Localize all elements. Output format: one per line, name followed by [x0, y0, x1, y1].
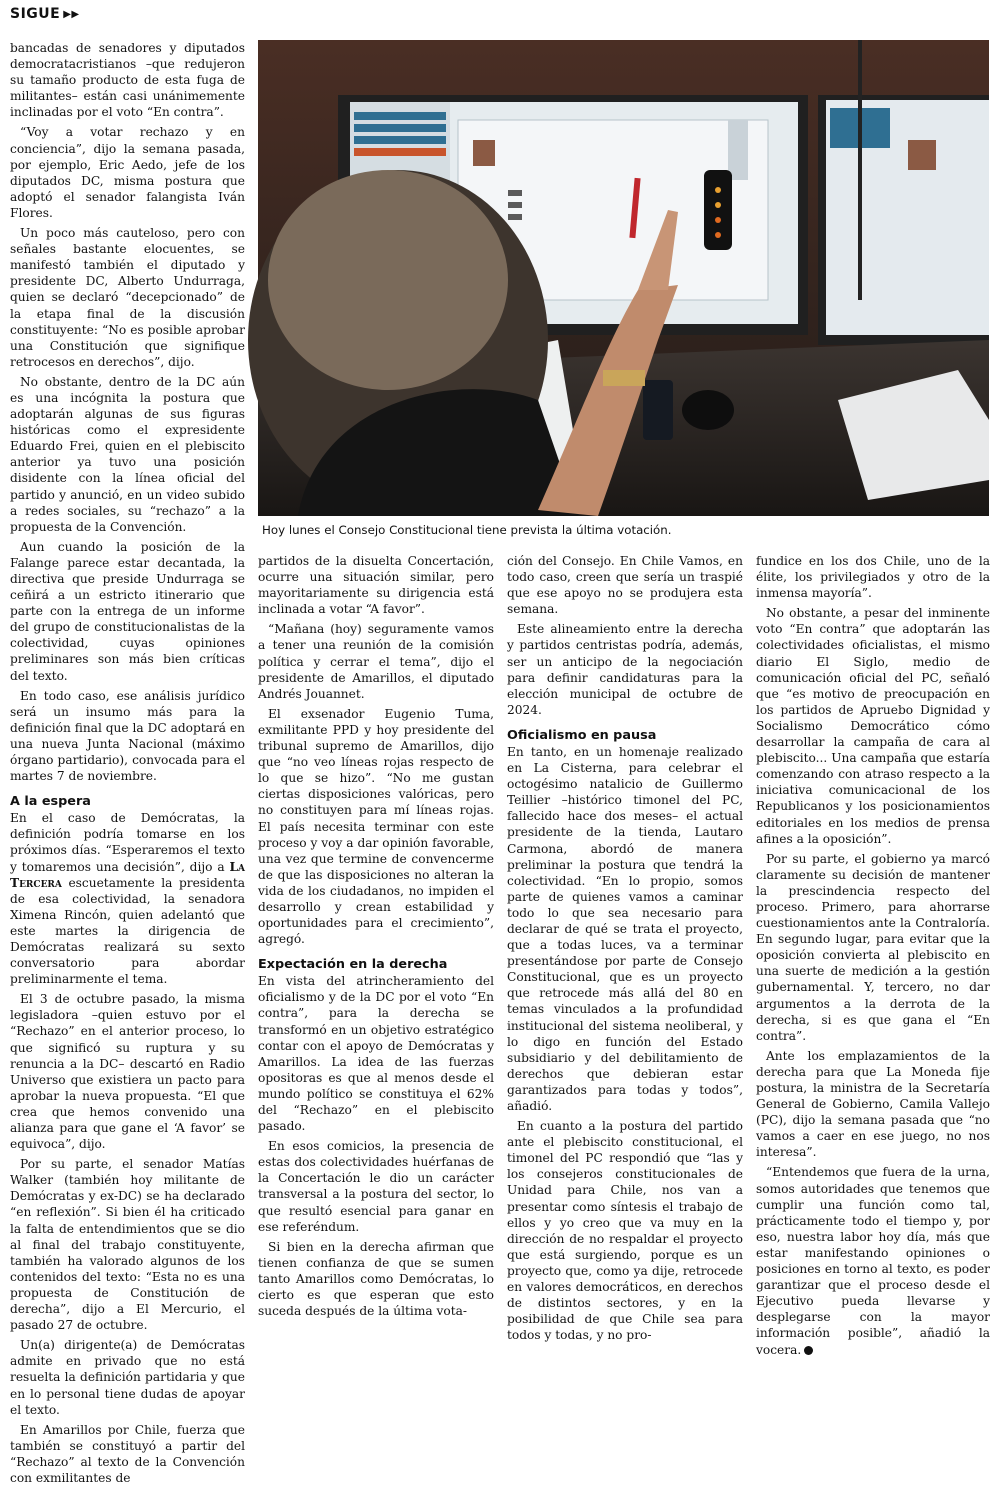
paragraph: No obstante, dentro de la DC aún es una incógnita la postura que adoptarán algunas de sus figuras históricas como el expresidente Eduardo Frei, quien en el plebiscito anterior ya tuvo una posición disidente con la línea oficial del partido y anunció, en un video subido a redes sociales, su “rechazo” a la propuesta de la Convención.: [10, 374, 245, 534]
paragraph: En todo caso, ese análisis jurídico será un insumo más para la definición final que la DC adoptará en una nueva Junta Nacional (máximo órgano partidario), convocada para el martes 7 de noviembre.: [10, 688, 245, 784]
section-heading-derecha: Expectación en la derecha: [258, 957, 448, 973]
paragraph: En esos comicios, la presencia de estas dos colectividades huérfanas de la Concertación le dio un carácter transversal a la postura del sector, lo que resultó esencial para ganar en ese referéndum.: [258, 1139, 494, 1234]
paragraph: Ante los emplazamientos de la derecha para que La Moneda fije postura, la ministra de la Secretaría General de Gobierno, Camila Vallejo (PC), dijo la semana pasada que “no vamos a caer en ese juego, no nos interesa”.: [756, 1048, 990, 1160]
article-column-1: [10, 40, 245, 1485]
paragraph: Aun cuando la posición de la Falange parece estar decantada, la directiva que preside Undurraga se ceñirá a un estricto itinerario que parte con la entrega de un informe del grupo de constitucionalistas de la colectividad, cuyas opiniones preliminares son más bien críticas del texto.: [10, 539, 245, 683]
paragraph: En vista del atrincheramiento del oficialismo y de la DC por el voto “En contra”, para la derecha se transformó en un objetivo estratégico contar con el apoyo de Demócratas y Amarillos. La idea de las fuerzas opositoras es que al menos desde el mundo político se constituya el 62% del “Rechazo” en el plebiscito pasado.: [258, 974, 494, 1134]
photo-caption: Hoy lunes el Consejo Constitucional tiene prevista la última votación.: [262, 523, 672, 537]
paragraph: El exsenador Eugenio Tuma, exmilitante PPD y hoy presidente del tribunal supremo de Amarillos, dijo que “no veo líneas rojas respecto de lo que se hizo”. “No me gustan ciertas disposiciones valóricas, pero no constituyen para mí líneas rojas. El país necesita terminar con este proceso y voy a dar opinión favorable, una vez que termine de convencerme de que las disposiciones no alteran la vida de los ciudadanos, no impiden el desarrollo y crean estabilidad y oportunidades para el crecimiento”, agregó.: [258, 706, 494, 947]
paragraph: bancadas de senadores y diputados democratacristianos –que redujeron su tamaño producto de esta fuga de militantes– están casi unánimemente inclinadas por el voto “En contra”.: [10, 41, 245, 120]
paragraph: fundice en los dos Chile, uno de la élite, los privilegiados y otro de la inmensa mayoría”.: [756, 554, 990, 601]
paragraph: [756, 1164, 990, 1357]
double-arrow-icon: ▶▶: [63, 9, 80, 20]
text-run: “Entendemos que fuera de la urna, somos autoridades que tenemos que cumplir una función como tal, prácticamente todo el tiempo y, por eso, nuestra labor hoy día, más que estar manifestando opiniones o posiciones en torno al texto, es poder garantizar que el proceso desde el Ejecutivo pueda llevarse y desplegarse con la mayor información posible”, añadió la vocera.: [756, 1165, 990, 1357]
section-heading-pausa: Oficialismo en pausa: [507, 727, 657, 743]
continues-label: SIGUE: [10, 6, 61, 22]
paragraph: ción del Consejo. En Chile Vamos, en todo caso, creen que sería un traspié que ese apoyo no se produjera esta semana.: [507, 554, 743, 617]
paragraph: Por su parte, el gobierno ya marcó claramente su decisión de mantener la prescindencia respecto del proceso. Primero, para ahorrarse cuestionamientos ante la Contraloría. En segundo lugar, para evitar que la oposición convierta al plebiscito en una suerte de medición a la gestión gubernamental. Y, tercero, no dar argumentos a la derrota de la derecha, si es que gana el “En contra”.: [756, 851, 990, 1043]
paragraph: En Amarillos por Chile, fuerza que también se constituyó a partir del “Rechazo” al texto de la Convención con exmilitantes de: [10, 1422, 245, 1485]
article-column-2: [258, 553, 494, 1319]
continues-marker: [10, 6, 80, 28]
paragraph: partidos de la disuelta Concertación, ocurre una situación similar, pero mayoritariamente su dirigencia está inclinada a votar “A favor”.: [258, 554, 494, 617]
paragraph: El 3 de octubre pasado, la misma legisladora –quien estuvo por el “Rechazo” en el anterior proceso, lo que significó su ruptura y su renuncia a la DC– descartó en Radio Universo que existiera un pacto para aprobar la nueva propuesta. “El que crea que hemos convenido una alianza para que gane el ‘A favor’ se equivoca”, dijo.: [10, 992, 245, 1152]
article-column-3: [507, 553, 743, 1343]
section-heading-espera: A la espera: [10, 794, 91, 810]
article-column-4: [756, 553, 990, 1357]
article-photo: [258, 40, 989, 516]
paragraph: Este alineamiento entre la derecha y partidos centristas podría, además, ser un anticipo de la negociación para definir candidaturas para la elección municipal de octubre de 2024.: [507, 622, 743, 717]
text-run: escuetamente la presidenta de esa colectividad, la senadora Ximena Rincón, quien adelantó que este martes la dirigencia de Demócratas realizará su sexto conversatorio para abordar preliminarmente el tema.: [10, 875, 245, 987]
text-run: En el caso de Demócratas, la definición podría tomarse en los próximos días. “Esperaremos el texto y tomaremos una decisión”, dijo a: [10, 811, 245, 874]
paragraph: Un poco más cauteloso, pero con señales bastante elocuentes, se manifestó también el diputado y presidente DC, Alberto Undurraga, quien se declaró “decepcionado” de la etapa final de la discusión constituyente: “No es posible aprobar una Constitución que signifique retrocesos en derechos”, dijo.: [10, 226, 245, 369]
paragraph: Por su parte, el senador Matías Walker (también hoy militante de Demócratas y ex-DC) se ha declarado “en reflexión”. Si bien él ha criticado la falta de entendimientos que se dio al final del trabajo constituyente, también ha valorado algunos de los contenidos del texto: “Esta no es una propuesta de Constitución de derecha”, dijo a El Mercurio, el pasado 27 de octubre.: [10, 1157, 245, 1333]
paragraph: En cuanto a la postura del partido ante el plebiscito constitucional, el timonel del PC respondió que “las y los consejeros constitucionales de Unidad para Chile, nos van a presentar como síntesis el trabajo de ellos y yo creo que va muy en la dirección de no respaldar el proyecto que está surgiendo, porque es un proyecto que, como ya dije, retrocede en valores democráticos, en derechos de distintos sectores, y en la posibilidad de que Chile sea para todos y todas, y no pro-: [507, 1119, 743, 1343]
parliament-voting-photo: [258, 40, 989, 516]
end-of-article-icon: [804, 1346, 813, 1355]
paragraph: No obstante, a pesar del inminente voto “En contra” que adoptarán las colectividades oficialistas, el mismo diario El Siglo, medio de comunicación oficial del PC, señaló que “es motivo de preocupación en los partidos de Apruebo Dignidad y Socialismo Democrático cómo desarrollar la campaña de cara al plebiscito... Una campaña que estaría comenzando con atraso respecto a la iniciativa comunicacional de los Republicanos y los posicionamientos editoriales en los medios de prensa afines a la oposición”.: [756, 606, 990, 846]
paragraph: En tanto, en un homenaje realizado en La Cisterna, para celebrar el octogésimo natalicio de Guillermo Teillier –histórico timonel del PC, fallecido hace dos meses– el actual presidente de la tienda, Lautaro Carmona, abordó de manera preliminar la postura que tendrá la colectividad. “En lo propio, somos parte de quienes vamos a caminar todo lo que sea necesario para declarar de qué se trata el proyecto, que a todas luces, va a terminar presentándose por parte de Consejo Constitucional, que es un proyecto que retrocede más allá del 80 en temas vinculados a la profundidad institucional del sistema neoliberal, y lo digo en función del Estado subsidiario y del debilitamiento de derechos que debieran estar garantizados para todas y todos”, añadió.: [507, 744, 743, 1113]
paragraph: “Voy a votar rechazo y en conciencia”, dijo la semana pasada, por ejemplo, Eric Aedo, jefe de los diputados DC, misma postura que adoptó el senador falangista Iván Flores.: [10, 125, 245, 220]
paragraph: Si bien en la derecha afirman que tienen confianza de que se sumen tanto Amarillos como Demócratas, lo cierto es que esperan que esto suceda después de la última vota-: [258, 1239, 494, 1319]
paragraph: [10, 810, 245, 987]
paragraph: Un(a) dirigente(a) de Demócratas admite en privado que no está resuelta la definición partidaria y que en lo personal tiene dudas de apoyar el texto.: [10, 1338, 245, 1417]
paragraph: “Mañana (hoy) seguramente vamos a tener una reunión de la comisión política y cerrar el tema”, dijo el presidente de Amarillos, el diputado Andrés Jouannet.: [258, 622, 494, 701]
newspaper-name: La Tercera: [10, 859, 245, 890]
